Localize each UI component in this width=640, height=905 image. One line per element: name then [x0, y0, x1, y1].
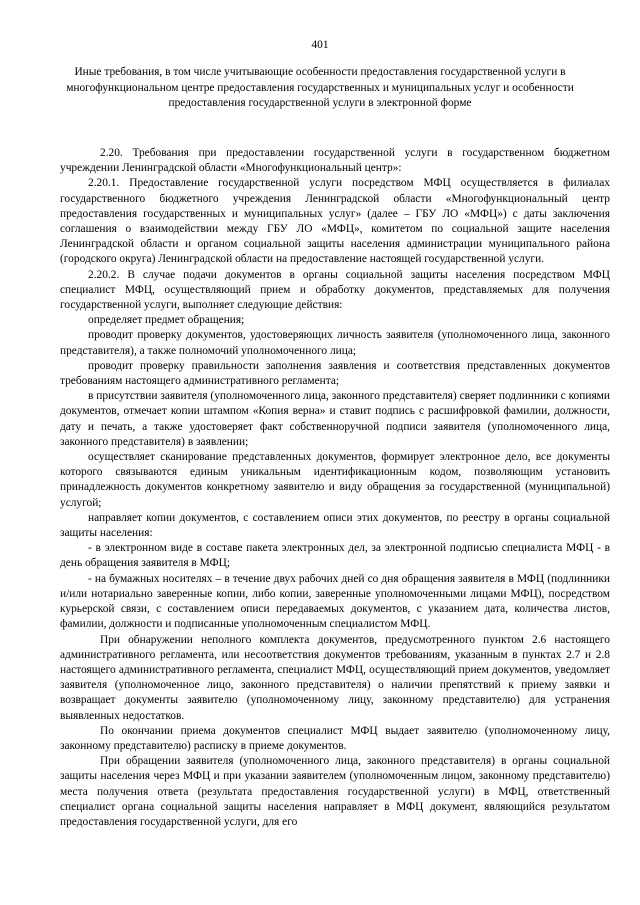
paragraph-incomplete-documents: При обнаружении неполного комплекта документов, предусмотренного пунктом 2.6 настоящего административного регламента, или несоответствия документов требованиям, указанным в пунктах 2.7 и 2.8 настоящего административного регламента, специалист МФЦ, осуществляющий прием документов, уведомляет заявителя (уполномоченное лицо, законного представителя) о наличии препятствий к приему заявки и возвращает документы заявителю (уполномоченному лицу, законному представителю) для устранения выявленных недостатков.	[60, 633, 610, 722]
list-item: проводит проверку документов, удостоверяющих личность заявителя (уполномоченного лица, законного представителя), а также полномочий уполномоченного лица;	[60, 329, 610, 357]
list-item: - в электронном виде в составе пакета электронных дел, за электронной подписью специалиста МФЦ - в день обращения заявителя в МФЦ;	[60, 542, 610, 570]
paragraph-result-delivery: При обращении заявителя (уполномоченного лица, законного представителя) в органы социальной защиты населения через МФЦ и при указании заявителем (уполномоченным лицом, законному представителю) места получения ответа (результата предоставления государственной услуги) в МФЦ, ответственный специалист органа социальной защиты населения направляет в МФЦ документ, являющийся результатом предоставления государственной услуги, для его	[60, 755, 610, 828]
page-number: 401	[311, 39, 329, 51]
list-item: направляет копии документов, с составлением описи этих документов, по реестру в органы социальной защиты населения:	[60, 511, 610, 540]
paragraph-2-20: 2.20. Требования при предоставлении государственной услуги в государственном бюджетном учреждении Ленинградской области «Многофункциональный центр»:	[60, 147, 610, 175]
list-item: проводит проверку правильности заполнения заявления и соответствия представленных документов требованиям настоящего административного регламента;	[60, 359, 610, 388]
list-item: определяет предмет обращения;	[88, 314, 245, 327]
list-item: - на бумажных носителях – в течение двух рабочих дней со дня обращения заявителя в МФЦ (подлинники и/или нотариально заверенные копии, либо копии, заверенные уполномоченными лицами МФЦ), посредством курьерской связи, с составлением описи передаваемых документов, с указанием дата, количества листов, фамилии, должности и подписанные уполномоченным специалистом МФЦ.	[60, 572, 610, 631]
list-item: в присутствии заявителя (уполномоченного лица, законного представителя) сверяет подлинники с копиями документов, отмечает копии штампом «Копия верна» и ставит подпись с расшифровкой фамилии, должности, дату и печать, а также удостоверяет факт собственноручной подписи заявителя (уполномоченного лица, законного представителя) в заявлении;	[60, 390, 610, 448]
paragraph-receipt: По окончании приема документов специалист МФЦ выдает заявителю (уполномоченному лицу, законному представителю) расписку в приеме документов.	[60, 724, 610, 752]
paragraph-2-20-1: 2.20.1. Предоставление государственной услуги посредством МФЦ осуществляется в филиалах государственного бюджетного учреждения Ленинградской области «Многофункциональный центр предоставления государственных и муниципальных услуг» (далее – ГБУ ЛО «МФЦ») с даты заключения соглашения о взаимодействии между ГБУ ЛО «МФЦ», комитетом по социальной защите населения Ленинградской области и органом социальной защиты населения администрации муниципального района (городского округа) Ленинградской области на предоставление настоящей государственной услуги.	[60, 177, 610, 266]
section-heading: Иные требования, в том числе учитывающие особенности предоставления государственной услуги в многофункциональном центре предоставления государственных и муниципальных услуг и особенности предоставления государственной услуги в электронной форме	[66, 66, 574, 109]
list-item: осуществляет сканирование представленных документов, формирует электронное дело, все документы которого связываются единым уникальным идентификационным кодом, позволяющим установить принадлежность документов конкретному заявителю и виду обращения за государственной (муниципальной) услугой;	[60, 451, 610, 509]
document-body	[60, 146, 610, 830]
paragraph-2-20-2: 2.20.2. В случае подачи документов в органы социальной защиты населения посредством МФЦ специалист МФЦ, осуществляющий прием и обработку документов, представляемых для получения государственной услуги, выполняет следующие действия:	[60, 268, 610, 312]
